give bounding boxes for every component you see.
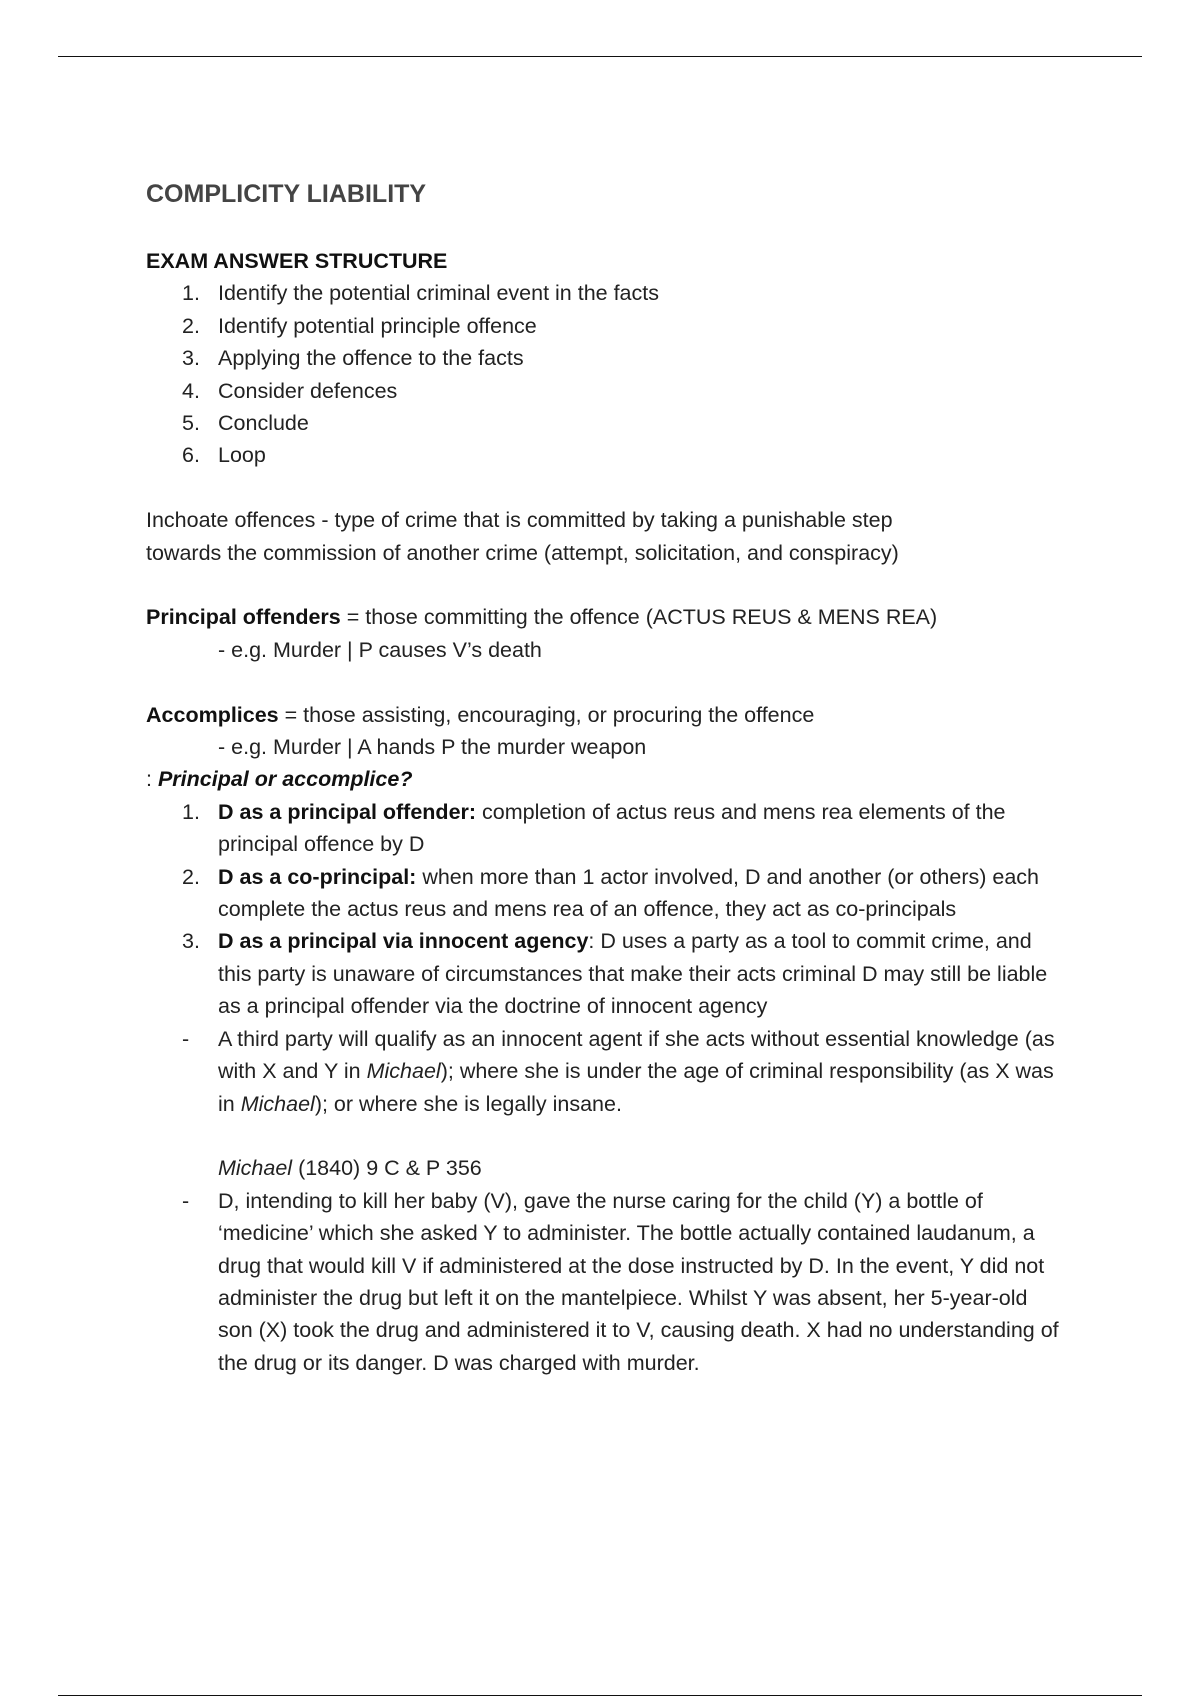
- list-text: Applying the offence to the facts: [218, 346, 524, 371]
- list-item: [146, 310, 1066, 342]
- exam-structure-list: [146, 277, 1066, 471]
- principal-offenders-term: Principal offenders: [146, 605, 341, 630]
- list-text: Identify the potential criminal event in the facts: [218, 281, 659, 306]
- list-text: Conclude: [218, 411, 309, 436]
- list-number: 2.: [182, 864, 200, 889]
- list-item: [146, 925, 1066, 1022]
- list-text: Loop: [218, 443, 266, 468]
- innocent-agent-bullet: [146, 1023, 1066, 1120]
- list-item: [146, 375, 1066, 407]
- inchoate-line-1: Inchoate offences - type of crime that is committed by taking a punishable step: [146, 508, 893, 533]
- bottom-rule: [58, 1695, 1142, 1696]
- list-number: 6.: [182, 443, 200, 468]
- list-number: 3.: [182, 346, 200, 371]
- principal-offenders-definition: [146, 601, 1066, 633]
- list-item: [146, 407, 1066, 439]
- list-number: 1.: [182, 799, 200, 824]
- role-term: D as a co-principal:: [218, 864, 417, 889]
- list-text: Consider defences: [218, 378, 398, 403]
- document-body: [146, 176, 1066, 1379]
- top-rule: [58, 56, 1142, 57]
- case-name: Michael: [218, 1156, 293, 1181]
- principal-offenders-example: - e.g. Murder | P causes V’s death: [218, 637, 542, 662]
- role-text: : D uses a party as a tool to commit crime, and this party is unaware of circumstances that make their acts criminal D may still be liable as a principal offender via the doctrine of innocent agency: [218, 929, 1048, 1019]
- accomplices-term: Accomplices: [146, 702, 279, 727]
- bullet-text: A third party will qualify as an innocent agent if she acts without essential knowledge (as with X and Y in: [218, 1026, 1055, 1084]
- list-text: Identify potential principle offence: [218, 313, 537, 338]
- heading-text: Principal or accomplice?: [157, 767, 413, 792]
- list-number: 1.: [182, 281, 200, 306]
- bullet-dash: -: [182, 1188, 190, 1213]
- accomplices-example: - e.g. Murder | A hands P the murder weapon: [218, 735, 647, 760]
- role-term: D as a principal via innocent agency: [218, 929, 589, 954]
- bullet-text: ); or where she is legally insane.: [314, 1091, 622, 1116]
- role-term: D as a principal offender:: [218, 799, 477, 824]
- bullet-dash: -: [182, 1026, 190, 1051]
- spacer: [146, 472, 1066, 504]
- principal-offenders-text: = those committing the offence (ACTUS REUS & MENS REA): [340, 605, 938, 630]
- principal-roles-list: [146, 796, 1066, 1023]
- case-reference: Michael: [240, 1091, 315, 1116]
- accomplices-text: = those assisting, encouraging, or procuring the offence: [278, 702, 815, 727]
- list-number: 4.: [182, 378, 200, 403]
- list-item: [146, 277, 1066, 309]
- accomplices-definition: [146, 699, 1066, 731]
- case-citation: [146, 1152, 1066, 1184]
- case-reference: Michael: [366, 1059, 441, 1084]
- inchoate-paragraph: [146, 504, 1066, 569]
- role-text: when more than 1 actor involved, D and another (or others) each complete the actus reus and mens rea of an offence, they act as co-principals: [218, 864, 1039, 922]
- bullet-text: ); where she is under the age of criminal responsibility (as X was in: [218, 1059, 1054, 1116]
- exam-structure-heading: EXAM ANSWER STRUCTURE: [146, 249, 448, 273]
- list-item: [146, 439, 1066, 471]
- list-number: 5.: [182, 411, 200, 436]
- case-citation-text: (1840) 9 C & P 356: [292, 1156, 482, 1181]
- spacer: [146, 666, 1066, 698]
- spacer: [146, 569, 1066, 601]
- list-item: [146, 861, 1066, 926]
- heading-prefix: :: [146, 767, 158, 792]
- inchoate-line-2: towards the commission of another crime (attempt, solicitation, and conspiracy): [146, 540, 899, 565]
- role-text: completion of actus reus and mens rea elements of the principal offence by D: [218, 799, 1006, 857]
- spacer: [146, 1120, 1066, 1152]
- list-number: 3.: [182, 929, 200, 954]
- document-title: COMPLICITY LIABILITY: [146, 180, 427, 208]
- principal-or-accomplice-heading: [146, 763, 1066, 795]
- list-item: [146, 342, 1066, 374]
- case-facts-text: D, intending to kill her baby (V), gave the nurse caring for the child (Y) a bottle of ‘medicine’ which she asked Y to administer. The bottle actually contained laudanum, a drug that would kill V if administered at the dose instructed by D. In the event, Y did not administer the drug but left it on the mantelpiece. Whilst Y was absent, her 5-year-old son (X) took the drug and administered it to V, causing death. X had no understanding of the drug or its danger. D was charged with murder.: [218, 1188, 1059, 1375]
- list-number: 2.: [182, 313, 200, 338]
- list-item: [146, 796, 1066, 861]
- case-facts-bullet: [146, 1185, 1066, 1379]
